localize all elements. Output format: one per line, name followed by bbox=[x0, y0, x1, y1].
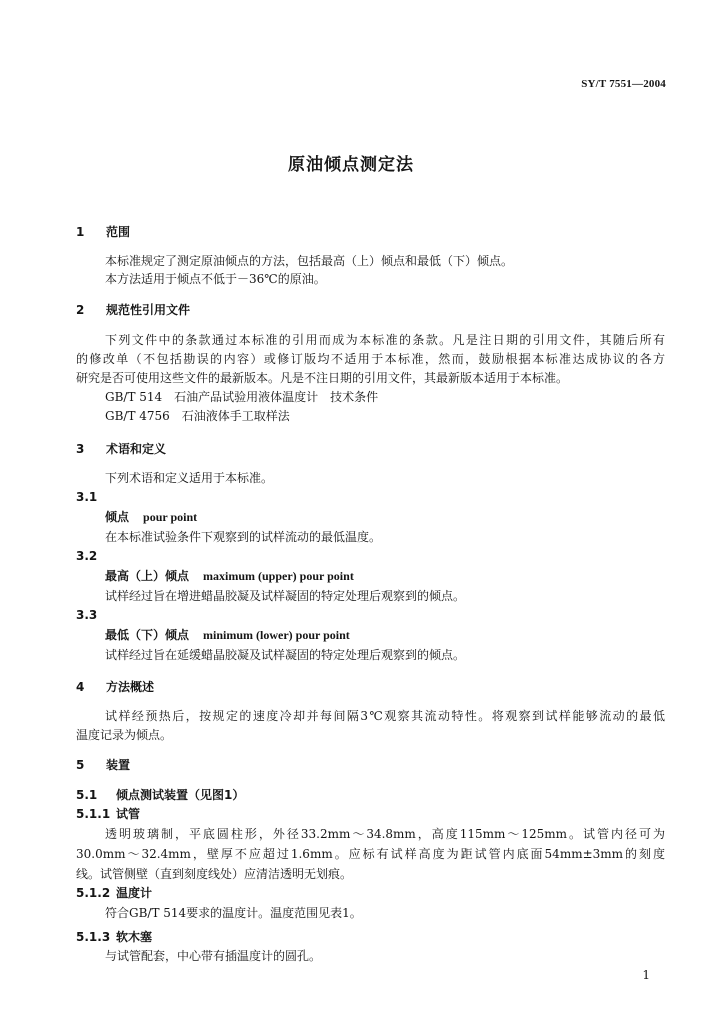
subsection-title: 倾点测试装置（见图1） bbox=[116, 788, 245, 802]
paragraph-line: 研究是否可使用这些文件的最新版本。凡是不注日期的引用文件，其最新版本适用于本标准。 bbox=[76, 371, 569, 385]
section-title: 方法概述 bbox=[106, 680, 155, 694]
term-chinese: 最高（上）倾点 bbox=[105, 569, 190, 583]
term-number: 3.3 bbox=[76, 608, 98, 622]
subsection-title: 试管 bbox=[116, 807, 141, 821]
standard-code: SY/T 7551—2004 bbox=[581, 78, 666, 90]
term-definition: 在本标准试验条件下观察到的试样流动的最低温度。 bbox=[105, 530, 382, 544]
term-english: minimum (lower) pour point bbox=[203, 628, 350, 642]
paragraph-line: 试样经预热后，按规定的速度冷却并每间隔3℃观察其流动特性。将观察到试样能够流动的最低 bbox=[105, 709, 665, 723]
subsection-5-1-heading bbox=[76, 787, 244, 803]
paragraph-line: 温度记录为倾点。 bbox=[76, 728, 173, 742]
section-4-heading bbox=[76, 679, 154, 695]
section-title: 规范性引用文件 bbox=[106, 303, 191, 317]
section-title: 术语和定义 bbox=[106, 442, 167, 456]
paragraph-line: 30.0mm～32.4mm，壁厚不应超过1.6mm。应标有试样高度为距试管内底面54mm±3mm的刻度 bbox=[76, 847, 665, 861]
subsection-5-1-3-heading bbox=[76, 929, 152, 945]
term-definition: 试样经过旨在增进蜡晶胶凝及试样凝固的特定处理后观察到的倾点。 bbox=[105, 589, 466, 603]
term-english: pour point bbox=[143, 510, 198, 524]
paragraph: 符合GB/T 514要求的温度计。温度范围见表1。 bbox=[105, 906, 362, 920]
term-chinese: 倾点 bbox=[105, 510, 130, 524]
reference-item: GB/T 514 石油产品试验用液体温度计 技术条件 bbox=[105, 390, 379, 404]
section-number: 4 bbox=[76, 680, 85, 694]
subsection-number: 5.1.1 bbox=[76, 807, 111, 821]
section-1-heading bbox=[76, 224, 130, 240]
paragraph: 本方法适用于倾点不低于－36℃的原油。 bbox=[105, 272, 326, 286]
subsection-title: 温度计 bbox=[116, 886, 153, 900]
paragraph-line: 透明玻璃制，平底圆柱形，外径33.2mm～34.8mm，高度115mm～125mm。试管内径可为 bbox=[105, 827, 665, 841]
paragraph-line: 的修改单（不包括勘误的内容）或修订版均不适用于本标准，然而，鼓励根据本标准达成协议的各方 bbox=[76, 352, 665, 366]
subsection-5-1-2-heading bbox=[76, 885, 152, 901]
term-entry bbox=[105, 568, 354, 584]
section-number: 3 bbox=[76, 442, 85, 456]
term-english: maximum (upper) pour point bbox=[203, 569, 354, 583]
subsection-number: 5.1.3 bbox=[76, 930, 111, 944]
section-number: 1 bbox=[76, 225, 85, 239]
term-number: 3.2 bbox=[76, 549, 98, 563]
term-definition: 试样经过旨在延缓蜡晶胶凝及试样凝固的特定处理后观察到的倾点。 bbox=[105, 648, 466, 662]
paragraph-line: 下列文件中的条款通过本标准的引用而成为本标准的条款。凡是注日期的引用文件，其随后所有 bbox=[105, 333, 665, 347]
term-number: 3.1 bbox=[76, 490, 98, 504]
subsection-title: 软木塞 bbox=[116, 930, 153, 944]
term-entry bbox=[105, 509, 197, 525]
subsection-number: 5.1.2 bbox=[76, 886, 111, 900]
section-title: 装置 bbox=[106, 758, 131, 772]
section-3-heading bbox=[76, 441, 166, 457]
section-title: 范围 bbox=[106, 225, 131, 239]
document-title: 原油倾点测定法 bbox=[288, 155, 414, 175]
section-2-heading bbox=[76, 302, 190, 318]
page-number: 1 bbox=[642, 968, 650, 982]
term-chinese: 最低（下）倾点 bbox=[105, 628, 190, 642]
paragraph: 下列术语和定义适用于本标准。 bbox=[105, 471, 274, 485]
subsection-number: 5.1 bbox=[76, 788, 98, 802]
section-number: 2 bbox=[76, 303, 85, 317]
section-number: 5 bbox=[76, 758, 85, 772]
subsection-5-1-1-heading bbox=[76, 806, 140, 822]
paragraph: 本标准规定了测定原油倾点的方法，包括最高（上）倾点和最低（下）倾点。 bbox=[105, 254, 514, 268]
paragraph-line: 线。试管侧壁（直到刻度线处）应清洁透明无划痕。 bbox=[76, 867, 353, 881]
reference-item: GB/T 4756 石油液体手工取样法 bbox=[105, 409, 290, 423]
term-entry bbox=[105, 627, 350, 643]
paragraph: 与试管配套，中心带有插温度计的圆孔。 bbox=[105, 949, 322, 963]
section-5-heading bbox=[76, 757, 130, 773]
